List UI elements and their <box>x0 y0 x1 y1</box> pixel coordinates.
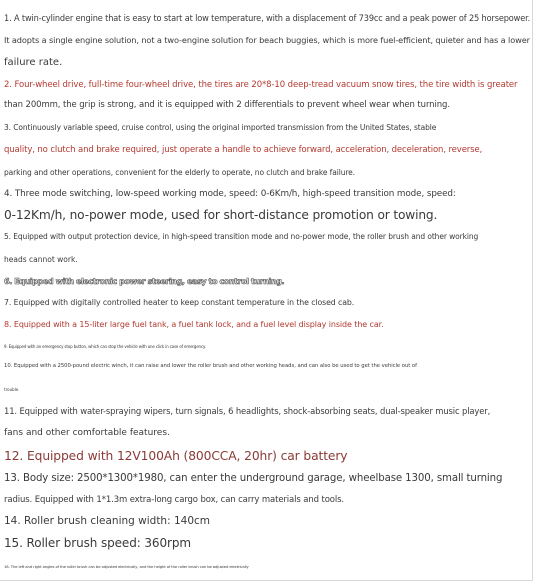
spec-line-10: 10. Equipped with a 2500-pound electric winch, it can raise and lower the roller brush and other working heads, and can also be used to get the vehicle out of <box>4 363 417 369</box>
spec-line-2-cont: than 200mm, the grip is strong, and it is equipped with 2 differentials to prevent wheel wear when turning. <box>4 100 450 110</box>
spec-line-3: 3. Continuously variable speed, cruise control, using the original imported transmission from the United States, stable <box>4 123 437 132</box>
spec-line-1-cont: It adopts a single engine solution, not a two-engine solution for beach buggies, which is more fuel-efficient, quieter and has a lower <box>4 35 530 45</box>
spec-line-14: 14. Roller brush cleaning width: 140cm <box>4 515 211 527</box>
spec-line-12: 12. Equipped with 12V100Ah (800CCA, 20hr) car battery <box>4 449 348 463</box>
spec-line-6: 6. Equipped with electronic power steering, easy to control turning. <box>4 277 285 286</box>
spec-line-1: 1. A twin-cylinder engine that is easy to start at low temperature, with a displacement of 739cc and a peak power of 25 horsepower. <box>4 13 531 23</box>
spec-line-15: 15. Roller brush speed: 360rpm <box>4 536 191 550</box>
spec-line-9: 9. Equipped with an emergency stop button, which can stop the vehicle with one click in case of emergency. <box>4 344 206 349</box>
spec-line-4: 4. Three mode switching, low-speed working mode, speed: 0-6Km/h, high-speed transition mode, speed: <box>4 189 456 199</box>
spec-line-5: 5. Equipped with output protection device, in high-speed transition mode and no-power mode, the roller brush and other working <box>4 232 479 241</box>
spec-line-3-end: parking and other operations, convenient for the elderly to operate, no clutch and brake failure. <box>4 168 355 177</box>
spec-line-4-cont: 0-12Km/h, no-power mode, used for short-distance promotion or towing. <box>4 208 438 222</box>
spec-line-11: 11. Equipped with water-spraying wipers, turn signals, 6 headlights, shock-absorbing seats, dual-speaker music player, <box>4 406 491 416</box>
spec-line-10-end: trouble. <box>4 387 20 392</box>
spec-line-7: 7. Equipped with digitally controlled heater to keep constant temperature in the closed cab. <box>4 298 355 307</box>
spec-line-8: 8. Equipped with a 15-liter large fuel tank, a fuel tank lock, and a fuel level display inside the car. <box>4 320 384 329</box>
spec-line-16: 16. The left and right angles of the roller brush can be adjusted electrically, and the height of the roller brush can be adjusted electrically <box>4 564 249 569</box>
spec-line-11-cont: fans and other comfortable features. <box>4 428 170 438</box>
spec-line-13: 13. Body size: 2500*1300*1980, can enter the underground garage, wheelbase 1300, small turning <box>4 473 503 484</box>
spec-line-13-cont: radius. Equipped with 1*1.3m extra-long cargo box, can carry materials and tools. <box>4 495 344 505</box>
spec-line-2: 2. Four-wheel drive, full-time four-wheel drive, the tires are 20*8-10 deep-tread vacuum snow tires, the tire width is greater <box>4 80 518 90</box>
spec-line-1-end: failure rate. <box>4 57 63 68</box>
spec-line-3-cont: quality, no clutch and brake required, just operate a handle to achieve forward, acceleration, deceleration, reverse, <box>4 145 483 155</box>
spec-line-5-cont: heads cannot work. <box>4 255 78 264</box>
